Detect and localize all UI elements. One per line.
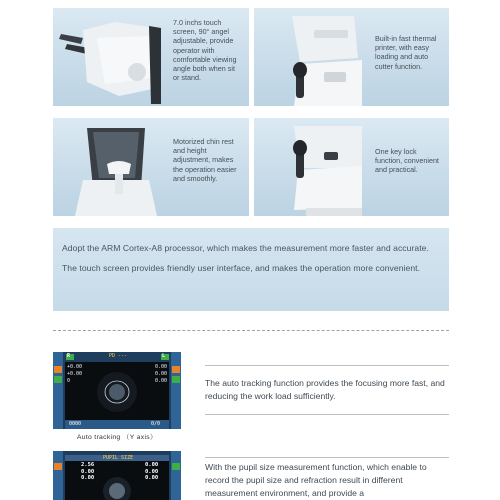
touch-screen-device-image: [53, 8, 161, 106]
rule-pupil: [205, 457, 449, 458]
auto-tracking-screen: [53, 352, 181, 429]
pupil-size-screen: [53, 451, 181, 500]
tracking-caption: Auto tracking （Y axis）: [76, 434, 158, 441]
feature-panel-chin-rest: [53, 118, 249, 216]
chin-rest-device-image: [53, 118, 161, 216]
feature-panel-key-lock: [254, 118, 449, 216]
pupil-right-values: 2.56 0.00 0.00: [81, 462, 95, 481]
processor-text: Adopt the ARM Cortex-A8 processor, which makes the measurement more faster and accurate. The touch screen provides friendly user interface, and makes the operation more convenient.: [62, 243, 429, 273]
processor-info-panel: [53, 228, 449, 311]
right-eye-values: +0.00 +0.00 0: [67, 364, 83, 384]
rule-bottom: [205, 414, 449, 415]
pd-readout: PD ---: [109, 353, 128, 359]
counter-readout: 0000: [69, 421, 82, 427]
left-eye-values: 0.00 0.00 0.00: [154, 364, 167, 384]
tracking-description: The auto tracking function provides the focusing more fast, and reducing the work load sufficiently.: [205, 378, 445, 401]
pupil-left-values: 0.00 0.00 0.00: [145, 462, 159, 481]
right-eye-badge: R: [67, 353, 71, 359]
feature-caption: 7.0 inchs touch screen, 90° angel adjustable, provide operator with comfortable viewing angle both when sit or stand.: [173, 18, 237, 83]
feature-panel-printer: [254, 8, 449, 106]
feature-caption: Built-in fast thermal printer, with easy loading and auto cutter function.: [375, 34, 437, 71]
left-eye-badge: L: [162, 353, 166, 359]
section-divider: [53, 330, 449, 331]
feature-caption: Motorized chin rest and height adjustment, makes the operation easier and smoothly.: [173, 137, 237, 183]
printer-device-image: [254, 8, 362, 106]
pupil-description: With the pupil size measurement function, which enable to record the pupil size and refraction result in different measurement environment, and provide a: [205, 462, 427, 498]
key-lock-device-image: [254, 118, 362, 216]
rule-top: [205, 365, 449, 366]
feature-caption: One key lock function, convenient and practical.: [375, 147, 439, 175]
pupil-size-title: PUPIL SIZE: [103, 455, 134, 461]
page-readout: 0/0: [151, 421, 161, 427]
feature-panel-touch-screen: [53, 8, 249, 106]
